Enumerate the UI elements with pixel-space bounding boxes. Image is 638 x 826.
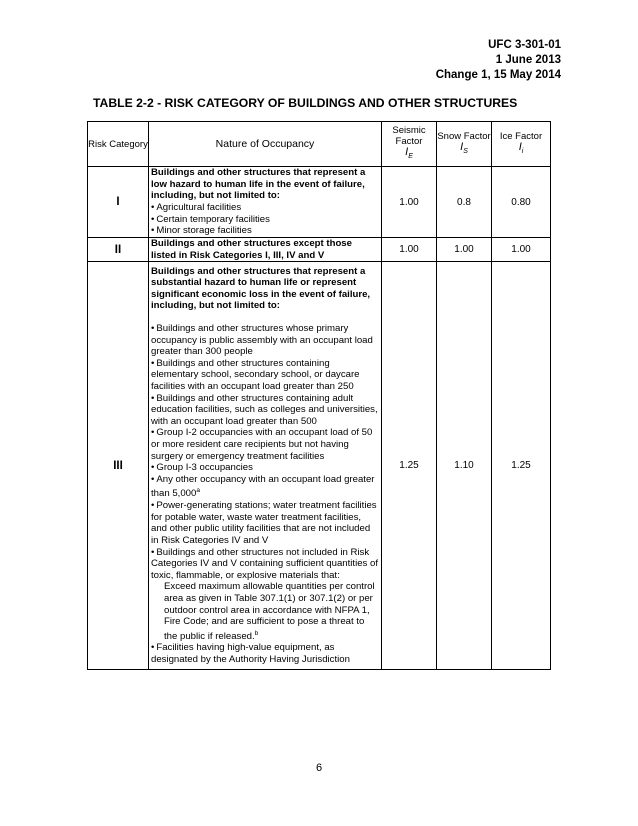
- header-snow: Snow Factor $I_S$: [437, 122, 492, 167]
- list-item: • Power-generating stations; water treatment facilities for potable water, waste water treatment facilities, and other public utility facilities that are not included in Risk Categories IV and V: [151, 500, 377, 546]
- document-header: [436, 38, 561, 83]
- page-number: 6: [315, 762, 323, 774]
- risk-category-cell: III: [88, 262, 149, 670]
- header-risk-category: Risk Category: [88, 122, 149, 167]
- ice-factor-cell: 0.80: [492, 167, 551, 238]
- list-item: • Any other occupancy with an occupant load greater than 5,000$^a$: [151, 473, 375, 500]
- table-title: TABLE 2-2 - RISK CATEGORY OF BUILDINGS AND OTHER STRUCTURES: [93, 96, 518, 110]
- list-item: • Buildings and other structures not included in Risk Categories IV and V containing sufficient quantities of toxic, flammable, or explosive materials that:: [151, 546, 379, 581]
- footnote-b: b: [254, 629, 259, 637]
- list-item: • Buildings and other structures containing adult education facilities, such as colleges and universities, with an occupant load greater than 500: [151, 392, 378, 427]
- seismic-factor-cell: 1.00: [382, 167, 437, 238]
- nature-cell: Buildings and other structures except those listed in Risk Categories I, III, IV and V: [149, 238, 382, 262]
- risk-category-table: [87, 121, 551, 670]
- header-nature: Nature of Occupancy: [149, 122, 382, 167]
- doc-date: 1 June 2013: [495, 54, 561, 66]
- nature-cell: Buildings and other structures that represent a substantial hazard to human life or represent significant economic loss in the event of failure, including, but not limited to: • Buildings and other structures whose primary occupancy is public assembly with an occupant load greater than 300 people • Buildings and other structures containing elementary school, secondary school, or daycare facilities with an occupant load greater than 250 • Buildings and other structures containing adult education facilities, such as colleges and universities, with an occupant load greater than 500 • Group I-2 occupancies with an occupant load of 50 or more resident care recipients but not having surgery or emergency treatment facilities • Group I-3 occupancies • Any other occupancy with an occupant load greater than 5,000$^a$ • Power-generating stations; water treatment facilities for potable water, waste water treatment facilities, and other public utility facilities that are not included in Risk Categories IV and V • Buildings and other structures not included in Risk Categories IV and V containing sufficient quantities of toxic, flammable, or explosive materials that: Exceed maximum allowable quantities per control area as given in Table 307.1(1) or 307.1(2) or per outdoor control area in accordance with NFPA 1, Fire Code; and are sufficient to pose a threat to the public if released.$^b$ • Facilities having high-value equipment, as designated by the Authority Having Jurisdiction: [149, 262, 382, 670]
- doc-id: UFC 3-301-01: [488, 39, 561, 51]
- snow-factor-cell: 1.10: [437, 262, 492, 670]
- list-item: • Minor storage facilities: [151, 225, 252, 237]
- ice-factor-cell: 1.25: [492, 262, 551, 670]
- list-item: • Group I-3 occupancies: [151, 462, 253, 474]
- risk-category-cell: I: [88, 167, 149, 238]
- doc-change: Change 1, 15 May 2014: [435, 69, 561, 81]
- list-item: • Facilities having high-value equipment, as designated by the Authority Having Jurisdiction: [151, 642, 350, 666]
- table-header-row: [88, 122, 551, 167]
- table-row: [88, 167, 551, 238]
- header-ice: Ice Factor $I_i$: [492, 122, 551, 167]
- list-item: • Certain temporary facilities: [151, 213, 270, 225]
- footnote-a: a: [196, 487, 200, 495]
- risk-category-cell: II: [88, 238, 149, 262]
- nature-cell: Buildings and other structures that represent a low hazard to human life in the event of failure, including, but not limited to: • Agricultural facilities • Certain temporary facilities • Minor storage facilities: [149, 167, 382, 238]
- list-item: • Buildings and other structures whose primary occupancy is public assembly with an occupant load greater than 300 people: [151, 323, 373, 358]
- table-row: [88, 238, 551, 262]
- header-seismic: Seismic Factor $I_E$: [382, 122, 437, 167]
- list-item: • Buildings and other structures containing elementary school, secondary school, or daycare facilities with an occupant load greater than 250: [151, 357, 360, 393]
- list-item: • Agricultural facilities: [151, 202, 242, 213]
- seismic-factor-cell: 1.25: [382, 262, 437, 670]
- snow-factor-cell: 1.00: [437, 238, 492, 262]
- sub-list-item: Exceed maximum allowable quantities per control area as given in Table 307.1(1) or 307.1(2) or per outdoor control area in accordance with NFPA 1, Fire Code; and are sufficient to pose a threat to the public if released.$^b$: [164, 581, 375, 642]
- seismic-factor-cell: 1.00: [382, 238, 437, 262]
- snow-factor-cell: 0.8: [437, 167, 492, 238]
- list-item: • Group I-2 occupancies with an occupant load of 50 or more resident care recipients but not having surgery or emergency treatment facilities: [151, 427, 373, 462]
- table-row: [88, 262, 551, 670]
- ice-factor-cell: 1.00: [492, 238, 551, 262]
